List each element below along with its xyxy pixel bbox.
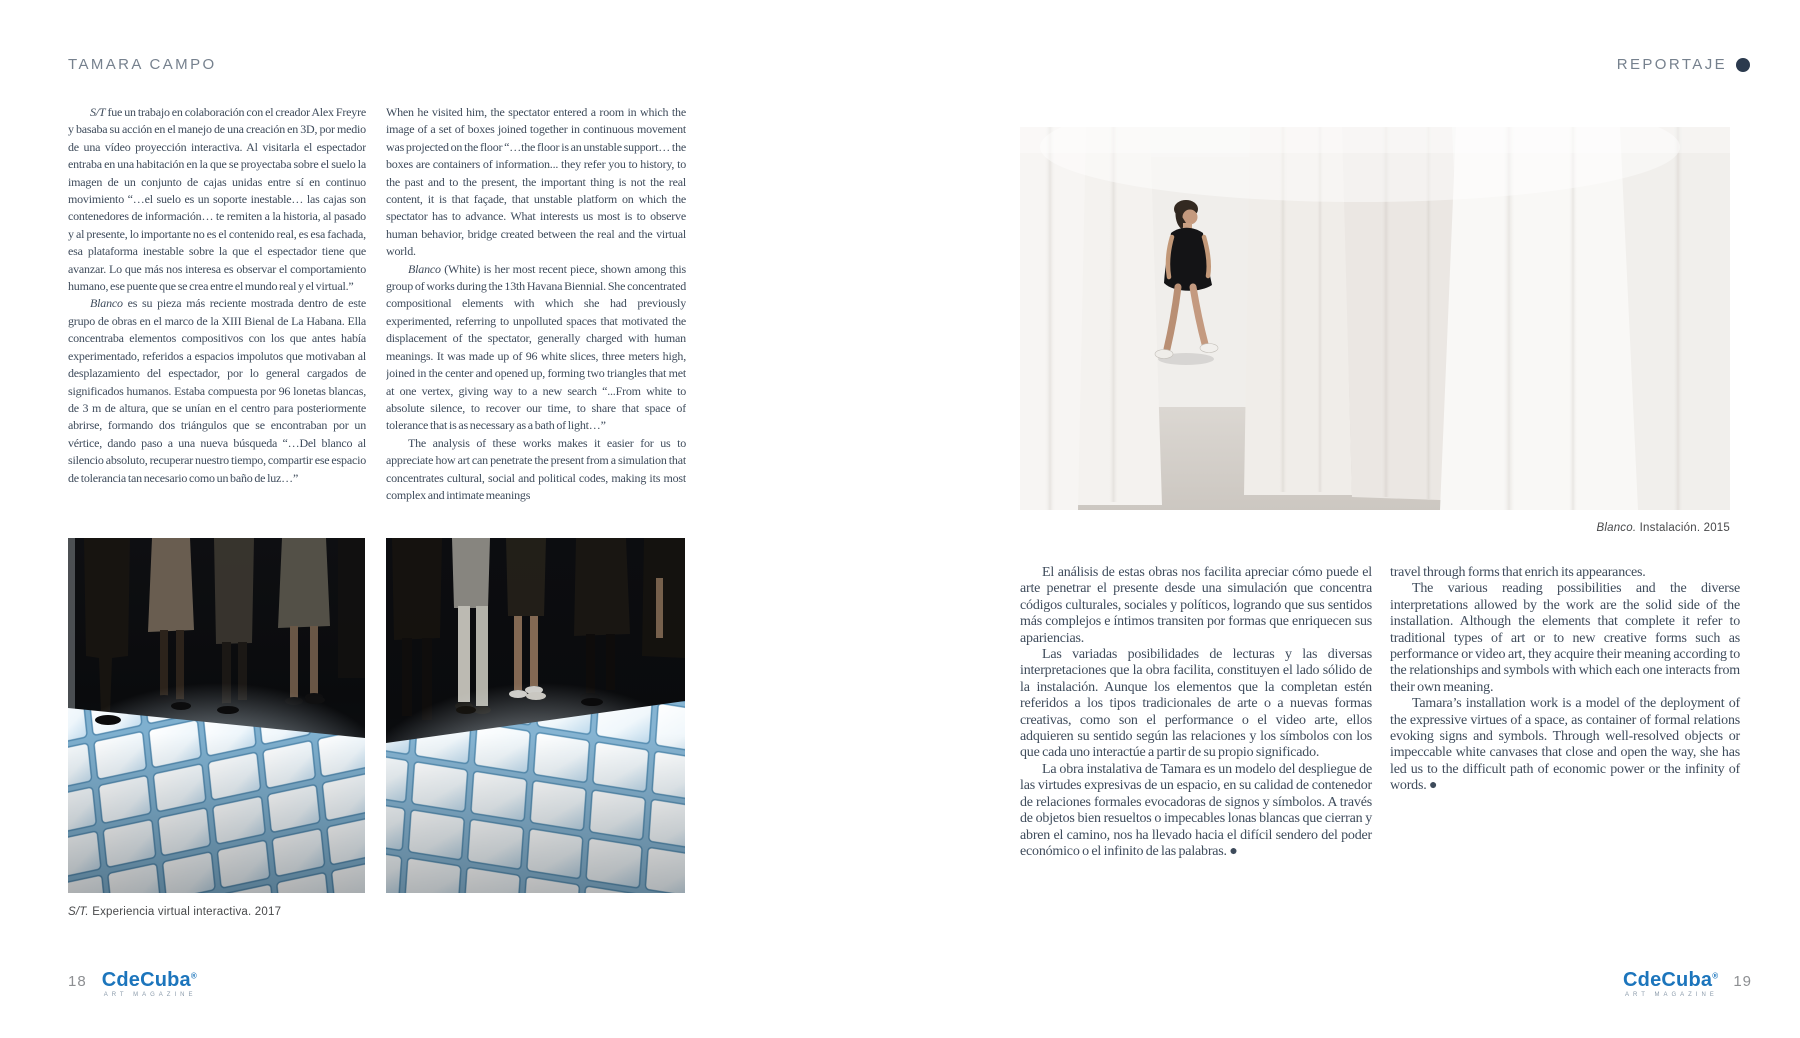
paragraph: travel through forms that enrich its appearances. xyxy=(1390,565,1646,580)
cdecuba-logo-tagline: ART MAGAZINE xyxy=(1625,992,1718,998)
page-number-right: 19 xyxy=(1733,973,1752,990)
footer-left xyxy=(68,970,197,998)
paragraph: La obra instalativa de Tamara es un modelo del despliegue de las virtudes expresivas de un espacio, en su calidad de contenedor de relaciones formales evocadoras de signos y símbolos. A través de objetos bien resueltos o impecables lonas blancas que cierran y abren el camino, nos ha llevado hacia el difícil sendero del poder económico o el infinito de las palabras. ● xyxy=(1020,761,1372,859)
column-spanish-right xyxy=(1020,565,1372,860)
work-title-st: S/T xyxy=(90,105,106,119)
paragraph: El análisis de estas obras nos facilita apreciar cómo puede el arte penetrar el presente desde una simulación que concentra códigos culturales, sociales y políticos, logrando que sus sentidos más complejos e íntimos transiten por formas que enriquecen sus apariencias. xyxy=(1020,565,1372,646)
paragraph: The various reading possibilities and the diverse interpretations allowed by the work are the solid side of the installation. Although the elements that complete it refer to traditional types of art or to new creative forms such as performance or video art, they acquire their meaning according to the relationships and symbols with which each one interacts from their own meaning. xyxy=(1390,581,1740,695)
section-running-head xyxy=(1617,56,1750,73)
work-title-blanco: Blanco xyxy=(90,296,123,311)
cdecuba-logo-tagline: ART MAGAZINE xyxy=(103,992,197,998)
photo-st-installation-2 xyxy=(386,538,685,893)
registered-mark: ® xyxy=(1712,971,1719,981)
photo-st-2-illustration xyxy=(386,538,685,893)
photo-st-1-illustration xyxy=(68,538,365,893)
column-english-right xyxy=(1390,565,1740,795)
column-english-left xyxy=(386,104,686,540)
cdecuba-logo-wordmark: CdeCuba® xyxy=(1623,969,1719,991)
caption-blanco: Blanco. Instalación. 2015 xyxy=(1596,522,1730,534)
cdecuba-logo-wordmark: CdeCuba® xyxy=(101,969,197,991)
photo-st-installation-1 xyxy=(68,538,365,893)
registered-mark: ® xyxy=(190,971,197,981)
paragraph: When he visited him, the spectator entered a room in which the image of a set of boxes joined together in continuous movement was projected on the floor “…the floor is an unstable support… the boxes are containers of information... they refer you to history, to the past and to the present, the important thing is not the real content, it is that façade, that unstable platform on which the spectator has to advance. What interests us most is to observe human behavior, bridge created between the real and the virtual world. xyxy=(386,105,686,259)
cdecuba-logo xyxy=(102,970,197,998)
author-running-head: TAMARA CAMPO xyxy=(68,56,217,73)
paragraph: Blanco es su pieza más reciente mostrada dentro de este grupo de obras en el marco de la XIII Bienal de La Habana. Ella concentraba elementos compositivos con los que antes había experimentado, referidos a espacios impolutos que motivaban al desplazamiento del espectador, por lo general cargados de significados humanos. Estaba compuesta por 96 lonetas blancas, de 3 m de altura, que se unían en el centro para posteriormente abrirse, formando dos triángulos que se encontraban por un vértice, dando paso a una nueva búsqueda “…Del blanco al silencio absoluto, recuperar nuestro tiempo, compartir ese espacio de tolerancia tan necesario como un baño de luz…” xyxy=(68,296,366,485)
paragraph: Tamara’s installation work is a model of the deployment of the expressive virtues of a space, as container of formal relations evoking signs and symbols. Through well-resolved objects or impeccable white canvases that close and open the way, she has led us to the difficult path of economic power or the infinity of words. ● xyxy=(1390,696,1740,794)
caption-st: S/T. Experiencia virtual interactiva. 2017 xyxy=(68,906,282,918)
section-dot-icon xyxy=(1736,58,1750,72)
photo-blanco-installation xyxy=(1020,127,1730,510)
paragraph: Blanco (White) is her most recent piece, shown among this group of works during the 13th Havana Biennial. She concentrated compositional elements with which she had previously experimented, referring to unpolluted spaces that motivated the displacement of the spectator, generally charged with human meanings. It was made up of 96 white slices, three meters high, joined in the center and opened up, forming two triangles that met at one vertex, giving way to a new search “...From white to absolute silence, to recover our time, to share that space of tolerance that is as necessary as a bath of light…” xyxy=(386,261,686,433)
page-number-left: 18 xyxy=(68,973,87,990)
paragraph: The analysis of these works makes it easier for us to appreciate how art can penetrate the present from a simulation that concentrates cultural, social and political codes, making its most complex and intimate meanings xyxy=(386,435,686,502)
photo-blanco-illustration xyxy=(1020,127,1730,510)
cdecuba-logo xyxy=(1623,970,1718,998)
column-spanish-left xyxy=(68,104,366,540)
paragraph: S/T fue un trabajo en colaboración con el creador Alex Freyre y basaba su acción en el manejo de una creación en 3D, por medio de una vídeo proyección interactiva. Al visitarla el espectador entraba en una habitación en la que se proyectaba sobre el suelo la imagen de un conjunto de cajas unidas entre sí en continuo movimiento “…el suelo es un soporte inestable… las cajas son contenedores de información… te remiten a la historia, al pasado y al presente, lo importante no es el contenido real, es esa fachada, esa plataforma inestable sobre la que el espectador tiene que avanzar. Lo que más nos interesa es observar el comportamiento humano, ese puente que se crea entre el mundo real y el virtual.” xyxy=(68,105,366,294)
work-title-blanco: Blanco xyxy=(408,261,441,276)
section-label: REPORTAJE xyxy=(1616,56,1727,73)
footer-right xyxy=(1623,970,1752,998)
paragraph: Las variadas posibilidades de lecturas y las diversas interpretaciones que la obra facilita, constituyen el lado sólido de la instalación. Aunque los elementos que la completan estén referidos a los tipos tradicionales de arte o a nuevas formas creativas, como son el performance o el video arte, ellos adquieren su sentido según las relaciones y los símbolos con los que cada uno interactúe a partir de su propio significado. xyxy=(1020,647,1372,761)
